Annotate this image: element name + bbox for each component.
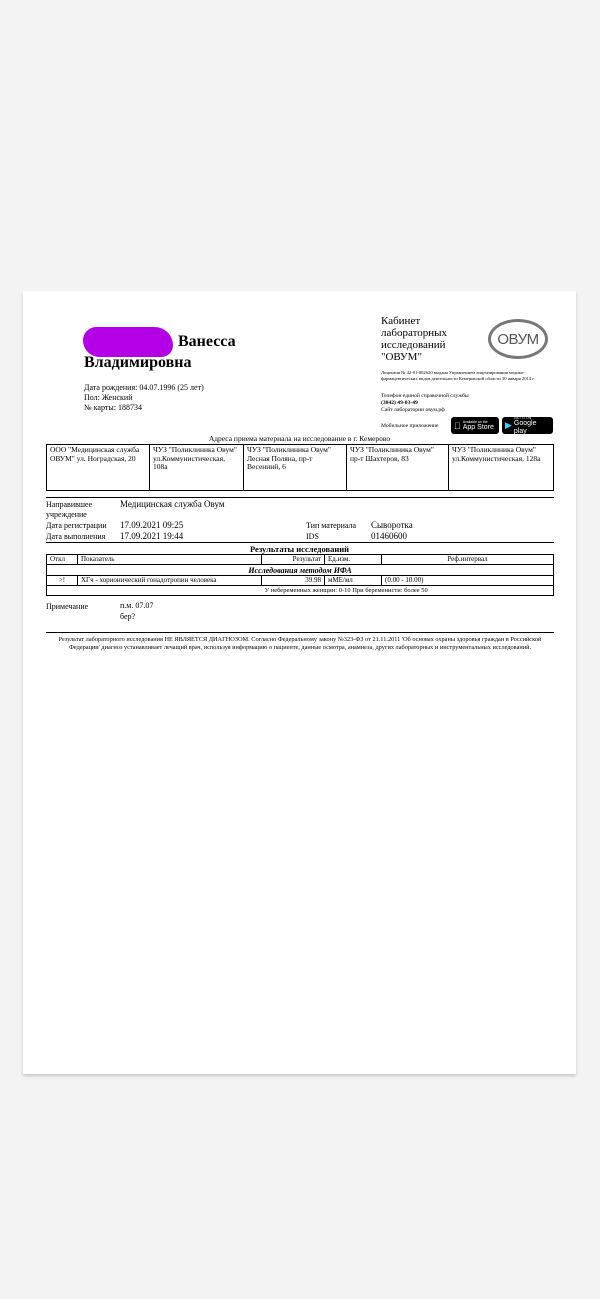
address-cell: ЧУЗ "Поликлиника Овум" пр-т Шахтеров, 83 [347,445,449,491]
google-play-small: GET IT ON [513,415,532,420]
address-cell: ЧУЗ "Поликлиника Овум" Лесная Поляна, пр-т Весенний, 6 [244,445,347,491]
referrer-value: Медицинская служба Овум [120,499,225,509]
result-value: 39.98 [262,576,325,586]
header-name: Показатель [78,555,262,565]
ids-value: 01460600 [371,531,407,541]
lab-title-line: лабораторных [381,327,448,339]
lab-report-sheet [23,291,576,1074]
disclaimer: Результат лабораторного исследования НЕ ЯВЛЯЕТСЯ ДИАГНОЗОМ. Согласно Федеральному закону №323-ФЗ от 21.11.2011 'Об основах охраны здоровья граждан в Российской Федерации' диагноз устанавливает лечащий врач, используя информацию о пациенте, данные осмотра, анамнеза, других лабораторных и инструментальных исследований. [58,636,542,652]
reg-date-label: Дата регистрации [46,521,107,530]
footnote-row [47,586,554,596]
phone-label: Телефон единой справочной службы [381,393,469,399]
patient-patronymic: Владимировна [84,354,192,371]
lab-title [381,315,447,363]
addresses-table [46,444,554,491]
divider [46,497,554,498]
result-ref: (0.00 - 10.00) [382,576,554,586]
patient-card: № карты: 188734 [84,403,142,412]
app-store-badge[interactable] [451,417,499,434]
contact-block [381,393,469,414]
redaction-blot [83,327,173,357]
footnote-spacer [47,586,262,596]
addresses-title: Адреса приема материала на исследование в г. Кемерово [208,434,391,443]
app-store-big: App Store [456,423,488,431]
done-date-value: 17.09.2021 19:44 [120,531,184,541]
phone-number: (3842) 49-03-49 [381,400,418,406]
table-row [47,576,554,586]
method-title: Исследования методом ИФА [47,565,554,576]
results-header-row [47,555,554,565]
apple-icon [454,421,461,431]
address-cell: ЧУЗ "Поликлиника Овум" ул.Коммунистическая, 128а [449,445,554,491]
app-store-small: Available on the [456,419,481,424]
patient-birth: Дата рождения: 04.07.1996 (25 лет) [84,383,204,392]
result-name: ХГч - хорионический гонадотропин человека [78,576,262,586]
lab-title-line: "ОВУМ" [381,351,422,363]
patient-info [84,383,204,413]
material-value: Сыворотка [371,520,413,530]
notes-line-2: бер? [120,612,136,621]
result-unit: мМЕ/мл [325,576,382,586]
google-play-badge[interactable] [502,417,553,434]
lab-title-line: исследований [381,339,446,351]
header-ref: Реф.интервал [382,555,554,565]
done-date-label: Дата выполнения [46,532,106,541]
ids-label: IDS [306,532,319,541]
address-cell: ООО "Медицинская служба ОВУМ" ул. Ноградская, 20 [47,445,150,491]
lab-title-line: Кабинет [381,315,421,327]
google-play-big: Google play [513,419,537,435]
mobile-app-label: Мобильное приложение [381,423,439,429]
header-dev: Откл [47,555,78,565]
referrer-label: Направившее учреждение [46,500,93,519]
license-text: Лицензия № 42-01-002620 выдана Управлением лицензирования медико-фармацевтических видов деятельности Кемеровской области 30 января 2014 г. [381,370,535,381]
method-row [47,565,554,576]
header-unit: Ед.изм. [325,555,382,565]
ovum-logo: ОВУМ [488,319,548,359]
reg-date-value: 17.09.2021 09:25 [120,520,184,530]
results-title: Результаты исследований [249,544,350,554]
divider [46,542,554,543]
address-cell: ЧУЗ "Поликлиника Овум" ул.Коммунистическая, 108а [150,445,244,491]
result-dev: >! [47,576,78,586]
notes-label: Примечание [46,602,89,611]
divider [46,632,554,633]
site-link[interactable]: Сайт лаборатории овум.рф [381,407,445,413]
material-label: Тип материала [306,521,357,530]
results-table [46,554,554,596]
notes-line-1: п.м. 07.07 [120,601,154,610]
result-footnote: У неберемeнных женщин: 0-10 При беременисти: более 50 [262,586,554,596]
header-result: Результат [262,555,325,565]
patient-sex: Пол: Женский [84,393,133,402]
patient-first-name: Ванесса [178,333,236,350]
play-icon: ▶ [505,420,512,430]
